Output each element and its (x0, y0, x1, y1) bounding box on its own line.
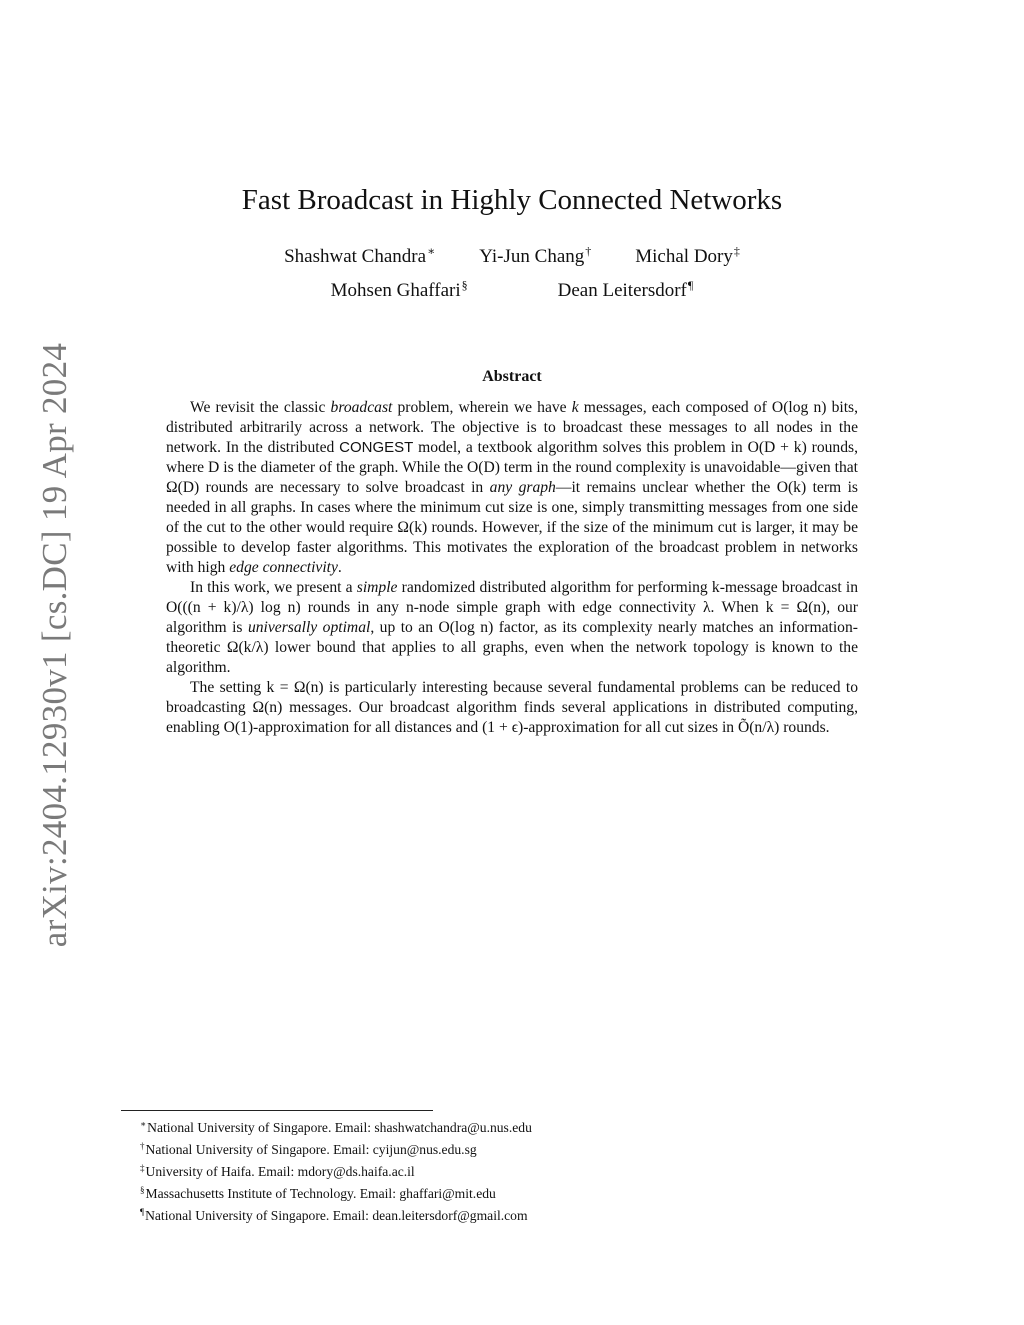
footnote-text: National University of Singapore. Email: cyijun@nus.edu.sg (145, 1142, 477, 1157)
footnote (140, 1203, 880, 1225)
footnote-text: University of Haifa. Email: mdory@ds.haifa.ac.il (145, 1164, 415, 1179)
paper-title: Fast Broadcast in Highly Connected Networks (241, 184, 783, 216)
author-footnote-mark: ∗ (427, 244, 436, 258)
footnote-mark: ‡ (140, 1163, 145, 1173)
emphasis-broadcast: broadcast (330, 399, 393, 416)
author-list-row-1 (0, 244, 1024, 268)
emphasis-edge-connectivity: edge connectivity (229, 559, 338, 576)
author-name: Mohsen Ghaffari (330, 280, 461, 301)
abstract-heading: Abstract (482, 368, 542, 385)
footnote-separator (121, 1110, 433, 1111)
footnote-text: National University of Singapore. Email: shashwatchandra@u.nus.edu (147, 1120, 532, 1135)
author-footnote-mark: ‡ (733, 244, 740, 258)
author-name: Dean Leitersdorf (557, 280, 687, 301)
author-footnote-mark: ¶ (687, 278, 694, 292)
footnotes (140, 1115, 880, 1225)
footnote-text: National University of Singapore. Email: dean.leitersdorf@gmail.com (145, 1208, 528, 1223)
footnote-mark: ∗ (140, 1119, 147, 1129)
footnote (140, 1137, 880, 1159)
math-variable: k (571, 399, 579, 416)
congest-model-name: CONGEST (339, 439, 414, 456)
author-name: Shashwat Chandra (284, 246, 427, 267)
footnote (140, 1159, 880, 1181)
author (479, 244, 591, 268)
author-name: Yi-Jun Chang (479, 246, 585, 267)
footnote-mark: ¶ (140, 1207, 145, 1217)
author (635, 244, 740, 268)
footnote-mark: § (140, 1185, 145, 1195)
abstract-paragraph-1: We revisit the classic broadcast problem, wherein we have k messages, each composed of O(log n) bits, distributed arbitrarily across a network. The objective is to broadcast these messages to all nodes in the network. In the distributed CONGEST model, a textbook algorithm solves this problem in O(D + k) rounds, where D is the diameter of the graph. While the O(D) term in the round complexity is unavoidable—given that Ω(D) rounds are necessary to solve broadcast in any graph—it remains unclear whether the O(k) term is needed in all graphs. In cases where the minimum cut size is one, simply transmitting messages from one side of the cut to the other would require Ω(k) rounds. However, if the size of the minimum cut is larger, it may be possible to develop faster algorithms. This motivates the exploration of the broadcast problem in networks with high edge connectivity. (166, 399, 859, 576)
footnote-text: Massachusetts Institute of Technology. Email: ghaffari@mit.edu (145, 1186, 496, 1201)
abstract-paragraph-3: The setting k = Ω(n) is particularly interesting because several fundamental problems can be reduced to broadcasting Ω(n) messages. Our broadcast algorithm finds several applications in distributed computing, enabling O(1)-approximation for all distances and (1 + ϵ)-approximation for all cut sizes in Õ(n/λ) rounds. (166, 679, 858, 736)
author-footnote-mark: † (585, 244, 592, 258)
author-list-row-2 (0, 278, 1024, 302)
author-footnote-mark: § (461, 278, 468, 292)
author (558, 278, 694, 302)
author-name: Michal Dory (635, 246, 733, 267)
abstract-body (166, 398, 858, 738)
arxiv-identifier-stamp: arXiv:2404.12930v1 [cs.DC] 19 Apr 2024 (35, 342, 74, 948)
author (331, 278, 468, 302)
footnote (140, 1115, 880, 1137)
emphasis-universally-optimal: universally optimal (247, 619, 371, 636)
emphasis-simple: simple (356, 579, 398, 596)
footnote-mark: † (140, 1141, 145, 1151)
abstract-paragraph-2: In this work, we present a simple randomized distributed algorithm for performing k-message broadcast in O(((n + k)/λ) log n) rounds in any n-node simple graph with edge connectivity λ. When k = Ω(n), our algorithm is universally optimal, up to an O(log n) factor, as its complexity nearly matches an information-theoretic Ω(k/λ) lower bound that applies to all graphs, even when the network topology is known to the algorithm. (166, 579, 858, 676)
author (284, 244, 435, 268)
footnote (140, 1181, 880, 1203)
emphasis-any-graph: any graph (489, 479, 556, 496)
